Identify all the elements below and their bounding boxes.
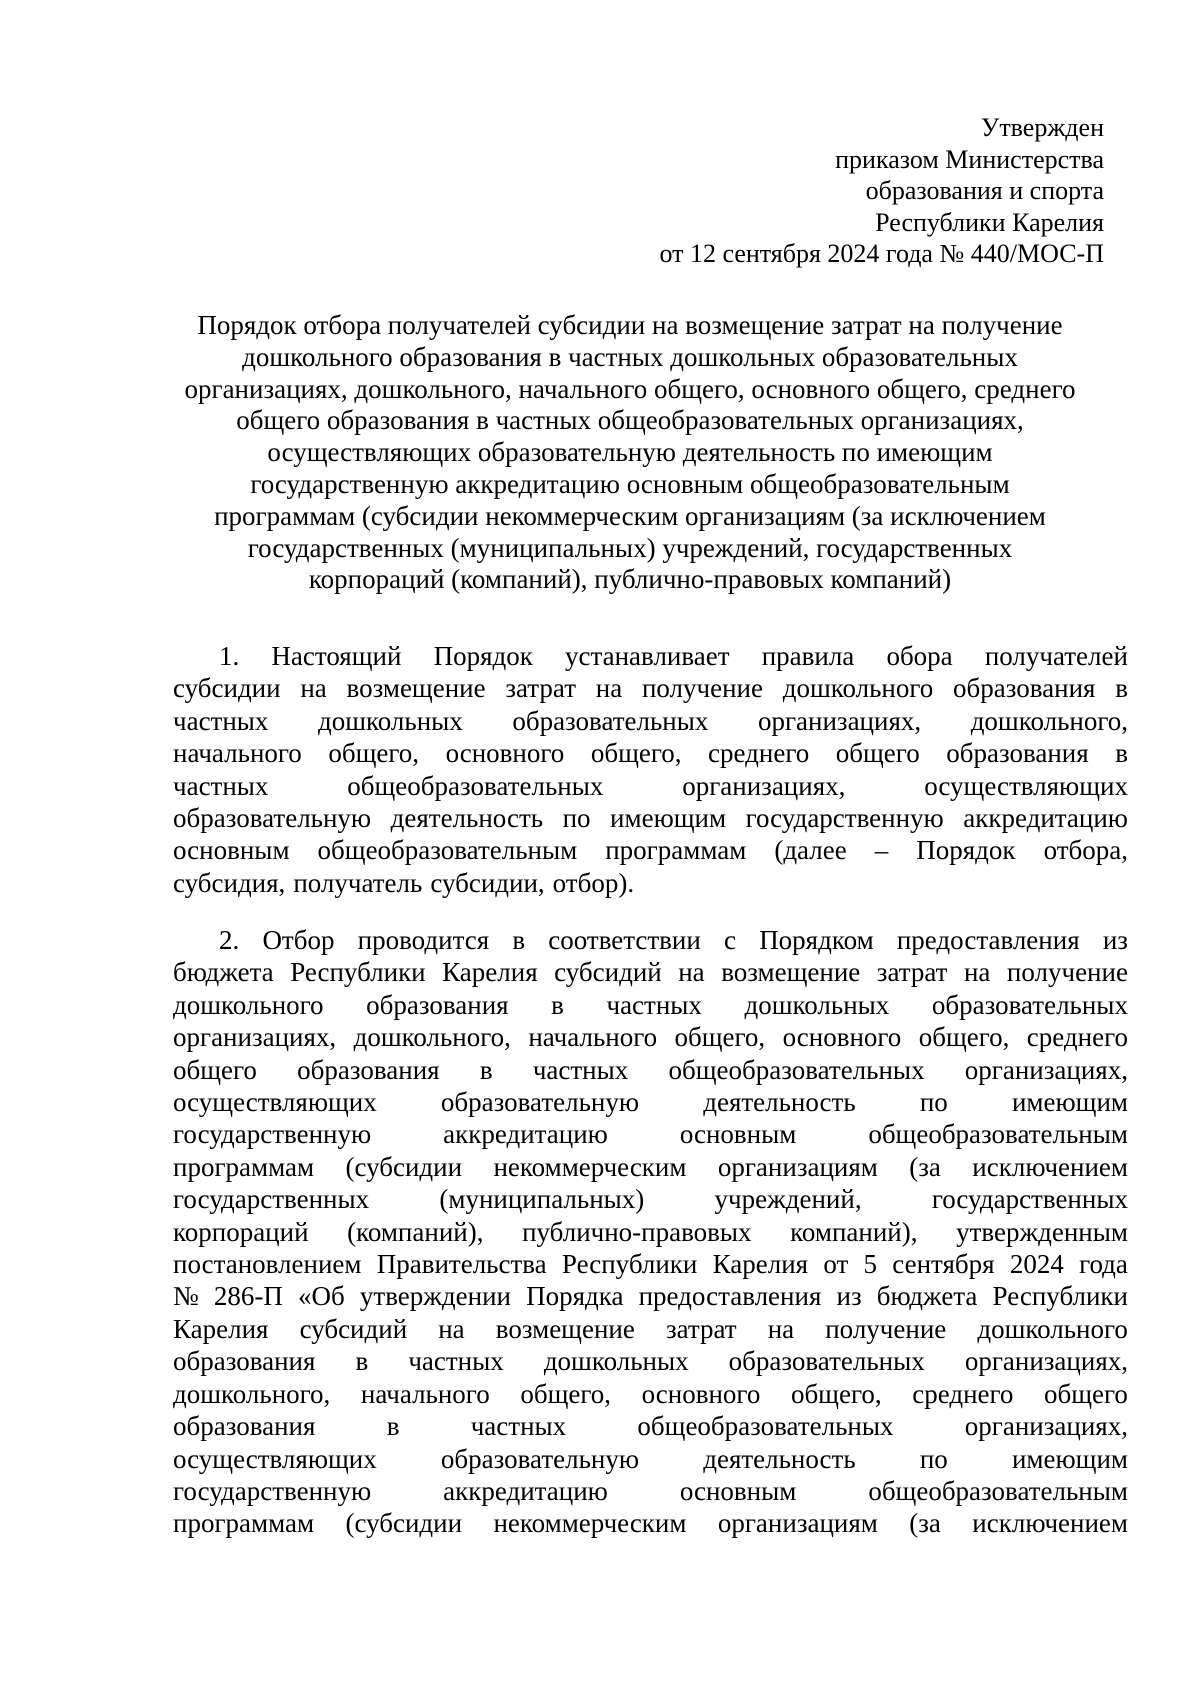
paragraph-line: постановлением Правительства Республики Карелия от 5 сентября 2024 года [173,1249,1128,1280]
paragraph-line: образования в частных дошкольных образовательных организациях, [173,1346,1128,1377]
paragraph-2 [173,924,1128,1540]
paragraph-line: 2. Отбор проводится в соответствии с Порядком предоставления из [219,925,1128,955]
title-line: государственную аккредитацию основным общеобразовательным [250,468,1010,499]
document-title [150,310,1110,596]
paragraph-line: образовательную деятельность по имеющим государственную аккредитацию [173,803,1128,834]
paragraph-line: государственную аккредитацию основным общеобразовательным [173,1119,1128,1150]
paragraph-line: субсидия, получатель субсидии, отбор). [173,867,635,898]
paragraph-line: субсидии на возмещение затрат на получение дошкольного образования в [173,673,1128,704]
paragraph-line: дошкольного, начального общего, основного общего, среднего общего [173,1378,1128,1409]
title-line: программам (субсидии некоммерческим организациям (за исключением [214,500,1046,531]
title-line: государственных (муниципальных) учреждений, государственных [247,532,1013,563]
paragraph-line: частных общеобразовательных организациях, осуществляющих [173,770,1128,801]
approval-stamp [659,112,1104,270]
paragraph-line: общего образования в частных общеобразовательных организациях, [173,1054,1128,1085]
paragraph-line: начального общего, основного общего, среднего общего образования в [173,738,1128,769]
paragraph-line: осуществляющих образовательную деятельность по имеющим [173,1443,1128,1474]
title-line: общего образования в частных общеобразовательных организациях, [236,405,1024,436]
paragraph-line: 1. Настоящий Порядок устанавливает правила обора получателей [219,641,1128,671]
approval-line: Республики Карелия [875,207,1104,237]
paragraph-line: программам (субсидии некоммерческим организациям (за исключением [173,1508,1128,1539]
paragraph-line: дошкольного образования в частных дошкольных образовательных [173,989,1128,1020]
paragraph-line: программам (субсидии некоммерческим организациям (за исключением [173,1151,1128,1182]
title-line: дошкольного образования в частных дошкольных образовательных [242,341,1018,372]
paragraph-line: частных дошкольных образовательных организациях, дошкольного, [173,705,1128,736]
paragraph-line: организациях, дошкольного, начального общего, основного общего, среднего [173,1022,1128,1053]
title-line: Порядок отбора получателей субсидии на возмещение затрат на получение [197,310,1063,340]
paragraph-line: корпораций (компаний), публично-правовых компаний), утвержденным [173,1216,1128,1247]
paragraph-line: государственных (муниципальных) учреждений, государственных [173,1184,1128,1215]
approval-line: приказом Министерства [835,144,1104,174]
paragraph-line: осуществляющих образовательную деятельность по имеющим [173,1087,1128,1118]
paragraph-line: бюджета Республики Карелия субсидий на возмещение затрат на получение [173,957,1128,988]
title-line: осуществляющих образовательную деятельность по имеющим [267,437,993,468]
approval-line: образования и спорта [865,176,1104,205]
title-line: корпораций (компаний), публично-правовых компаний) [308,564,952,595]
title-line: организациях, дошкольного, начального общего, основного общего, среднего [184,373,1076,404]
paragraph-line: № 286-П «Об утверждении Порядка предоставления из бюджета Республики [173,1281,1128,1312]
approval-line: Утвержден [980,113,1104,142]
paragraph-line: государственную аккредитацию основным общеобразовательным [173,1475,1128,1506]
paragraph-1 [173,640,1128,899]
paragraph-line: Карелия субсидий на возмещение затрат на получение дошкольного [173,1313,1128,1344]
approval-line: от 12 сентября 2024 года № 440/МОС-П [659,239,1104,268]
paragraph-line: образования в частных общеобразовательных организациях, [173,1411,1128,1442]
paragraph-line: основным общеобразовательным программам (далее – Порядок отбора, [173,835,1128,866]
